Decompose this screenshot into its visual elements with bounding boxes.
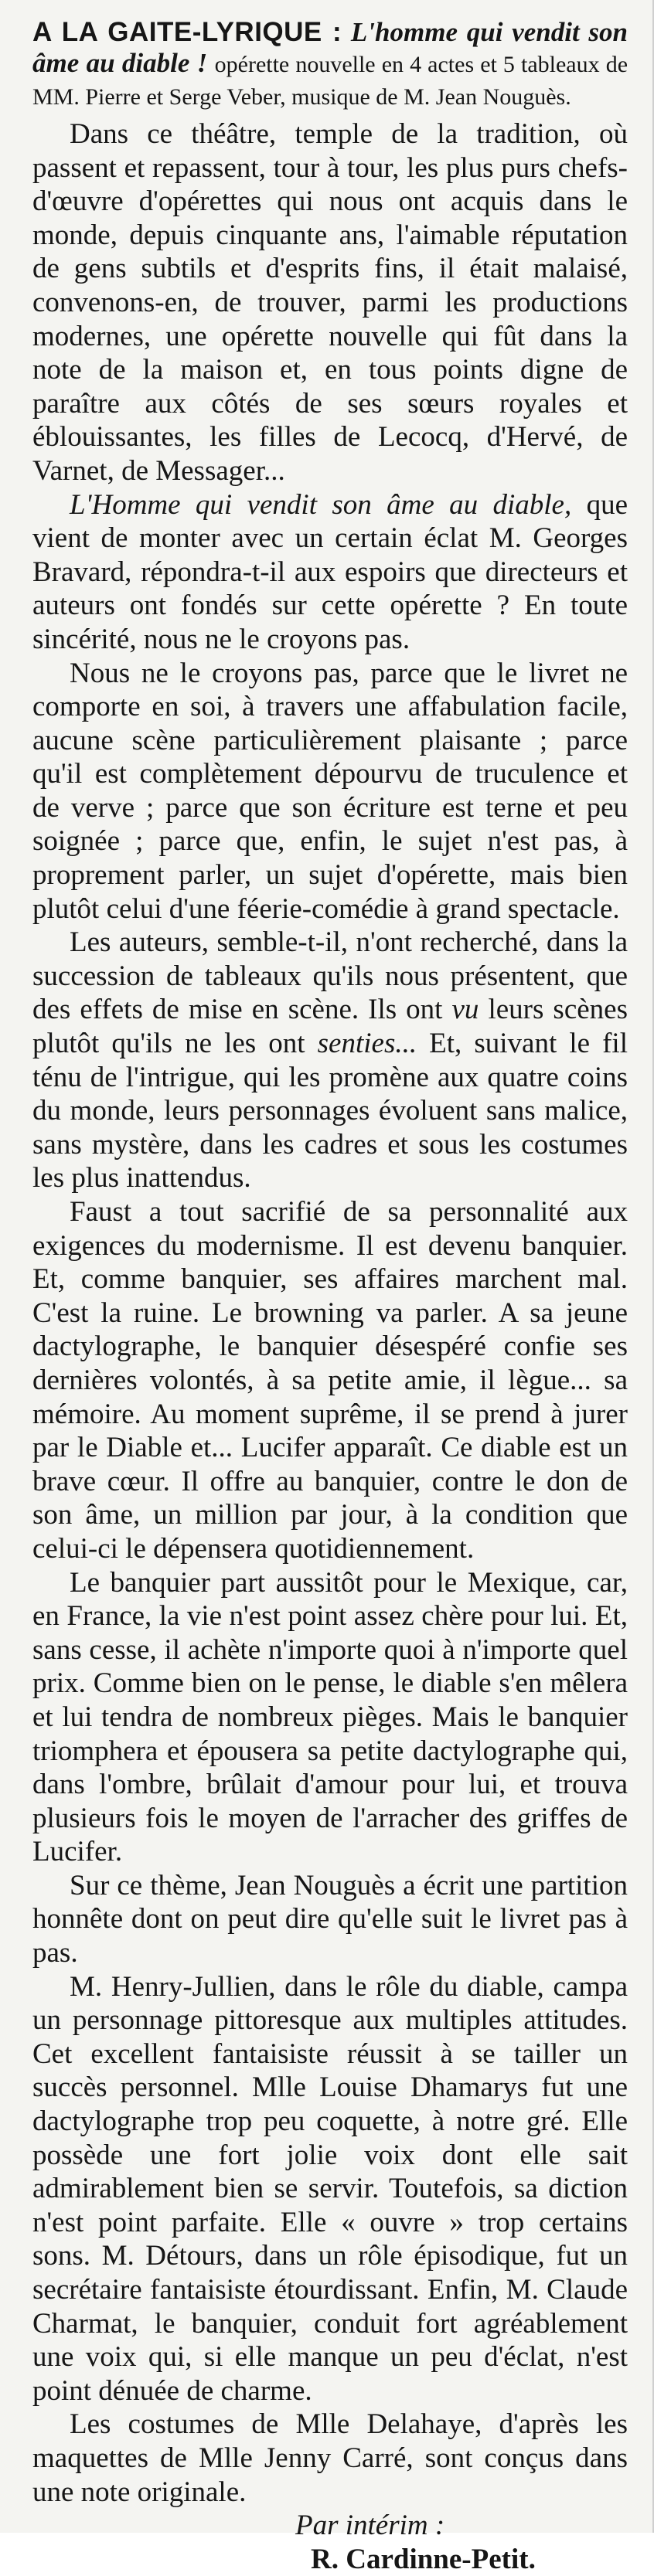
signature-author: R. Cardinne-Petit. (311, 2543, 536, 2575)
paragraph-text: Et, suivant le fil ténu de l'intrigue, qui les promène aux quatre coins du monde, leurs personnages évoluent sans malice, sans mystère, dans les cadres et sous les costumes les plus inattendus. (32, 1028, 628, 1195)
article-column (32, 17, 628, 2576)
article-paragraph (32, 926, 628, 1195)
work-title: L'homme qui vendit son âme au diable ! (32, 17, 628, 78)
italic-word: vu (451, 994, 479, 1026)
article-heading (32, 17, 628, 113)
article-paragraph: M. Henry-Jullien, dans le rôle du diable, campa un personnage pittoresque aux multiples attitudes. Cet excellent fantaisiste réussit à se tailler un succès personnel. Mlle Louise Dhamarys fut une dactylographe trop peu coquette, à notre gré. Elle possède une fort jolie voix dont elle sait admirablement bien se servir. Toutefois, sa diction n'est point parfaite. Elle « ouvre » trop certains sons. M. Détours, dans un rôle épisodique, fut un secrétaire fantaisiste étourdissant. Enfin, M. Claude Charmat, le banquier, conduit fort agréablement une voix qui, si elle manque un peu d'éclat, n'est point dénuée de charme. (32, 1970, 628, 2407)
italic-title: L'Homme qui vendit son âme au diable, (70, 488, 572, 521)
venue-name: A LA GAITE-LYRIQUE : (32, 17, 342, 47)
article-paragraph: Nous ne le croyons pas, parce que le livret ne comporte en soi, à travers une affabulation facile, aucune scène particulièrement plaisante ; parce qu'il est complètement dépourvu de truculence et de verve ; parce que son écriture est terne et peu soignée ; parce que, enfin, le sujet n'est pas, à proprement parler, un sujet d'opérette, mais bien plutôt celui d'une féerie-comédie à grand spectacle. (32, 657, 628, 925)
paragraph-text: que vient de monter avec un certain éclat M. Georges Bravard, répondra-t-il aux espoirs que directeurs et auteurs ont fondés sur cette opérette ? En toute sincérité, nous ne le croyons pas. (32, 488, 628, 655)
italic-word: senties... (317, 1028, 417, 1060)
work-description: opérette nouvelle en 4 actes et 5 tableaux de MM. Pierre et Serge Veber, musique de M. Jean Nouguès. (32, 52, 628, 110)
article-paragraph: Faust a tout sacrifié de sa personnalité aux exigences du modernisme. Il est devenu banquier. Et, comme banquier, ses affaires marchent mal. C'est la ruine. Le browning va parler. A sa jeune dactylographe, le banquier désespéré confie ses dernières volontés, à sa petite amie, il lègue... sa mémoire. Au moment suprême, il se prend à jurer par le Diable et... Lucifer apparaît. Ce diable est un brave cœur. Il offre au banquier, contre le don de son âme, un million par jour, à la condition que celui-ci le dépensera quotidiennement. (32, 1196, 628, 1565)
article-paragraph: Sur ce thème, Jean Nouguès a écrit une partition honnête dont on peut dire qu'elle suit le livret pas à pas. (32, 1869, 628, 1969)
paragraph-text: Les auteurs, semble-t-il, n'ont recherché, dans la succession de tableaux qu'ils nous présentent, que des effets de mise en scène. Ils ont (32, 926, 628, 1026)
article-paragraph: Le banquier part aussitôt pour le Mexique, car, en France, la vie n'est point assez chère pour lui. Et, sans cesse, il achète n'importe quoi à n'importe quel prix. Comme bien on le pense, le diable s'en mêlera et lui tendra de nombreux pièges. Mais le banquier triomphera et épousera sa petite dactylographe qui, dans l'ombre, brûlait d'amour pour lui, et trouva plusieurs fois le moyen de l'arracher des griffes de Lucifer. (32, 1566, 628, 1868)
article-paragraph: Les costumes de Mlle Delahaye, d'après les maquettes de Mlle Jenny Carré, sont conçus dans une note originale. (32, 2408, 628, 2508)
article-paragraph (32, 488, 628, 657)
paragraph-text: leurs scènes plutôt qu'ils ne les ont (32, 994, 628, 1060)
article-paragraph: Dans ce théâtre, temple de la tradition, où passent et repassent, tour à tour, les plus purs chefs-d'œuvre d'opérettes qui nous ont acquis dans le monde, depuis cinquante ans, l'aimable réputation de gens subtils et d'esprits fins, il était malaisé, convenons-en, de trouver, parmi les productions modernes, une opérette nouvelle qui fût dans la note de la maison et, en tous points digne de paraître aux côtés de ses sœurs royales et éblouissantes, les filles de Lecocq, d'Hervé, de Varnet, de Messager... (32, 118, 628, 487)
signature-interim: Par intérim : (295, 2510, 445, 2542)
